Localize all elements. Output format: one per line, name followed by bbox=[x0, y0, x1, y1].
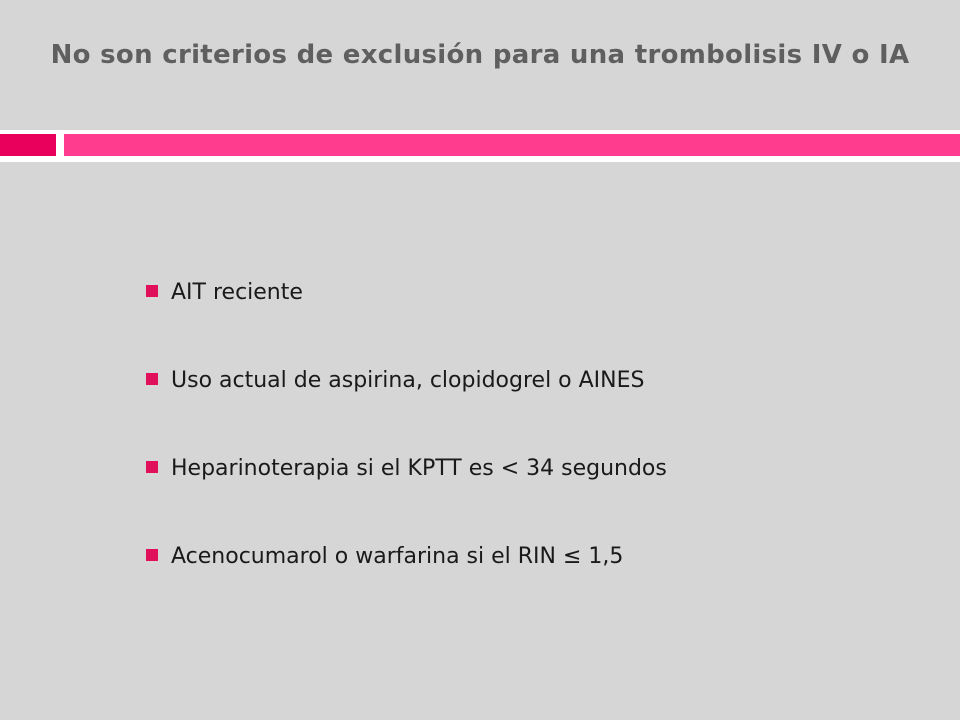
bullet-list bbox=[146, 276, 667, 628]
bullet-text: Acenocumarol o warfarina si el RIN ≤ 1,5 bbox=[171, 544, 624, 569]
accent-bar-main bbox=[64, 134, 960, 156]
accent-bar-left bbox=[0, 134, 56, 156]
square-bullet-icon bbox=[146, 285, 158, 297]
bullet-item bbox=[146, 364, 667, 452]
bullet-text: Heparinoterapia si el KPTT es < 34 segundos bbox=[171, 456, 667, 481]
bullet-item bbox=[146, 540, 667, 628]
square-bullet-icon bbox=[146, 373, 158, 385]
bullet-text: AIT reciente bbox=[171, 280, 303, 305]
square-bullet-icon bbox=[146, 461, 158, 473]
bullet-item bbox=[146, 452, 667, 540]
slide-title: No son criterios de exclusión para una trombolisis IV o IA bbox=[50, 40, 910, 70]
bullet-item bbox=[146, 276, 667, 364]
square-bullet-icon bbox=[146, 549, 158, 561]
bullet-text: Uso actual de aspirina, clopidogrel o AINES bbox=[171, 368, 645, 393]
